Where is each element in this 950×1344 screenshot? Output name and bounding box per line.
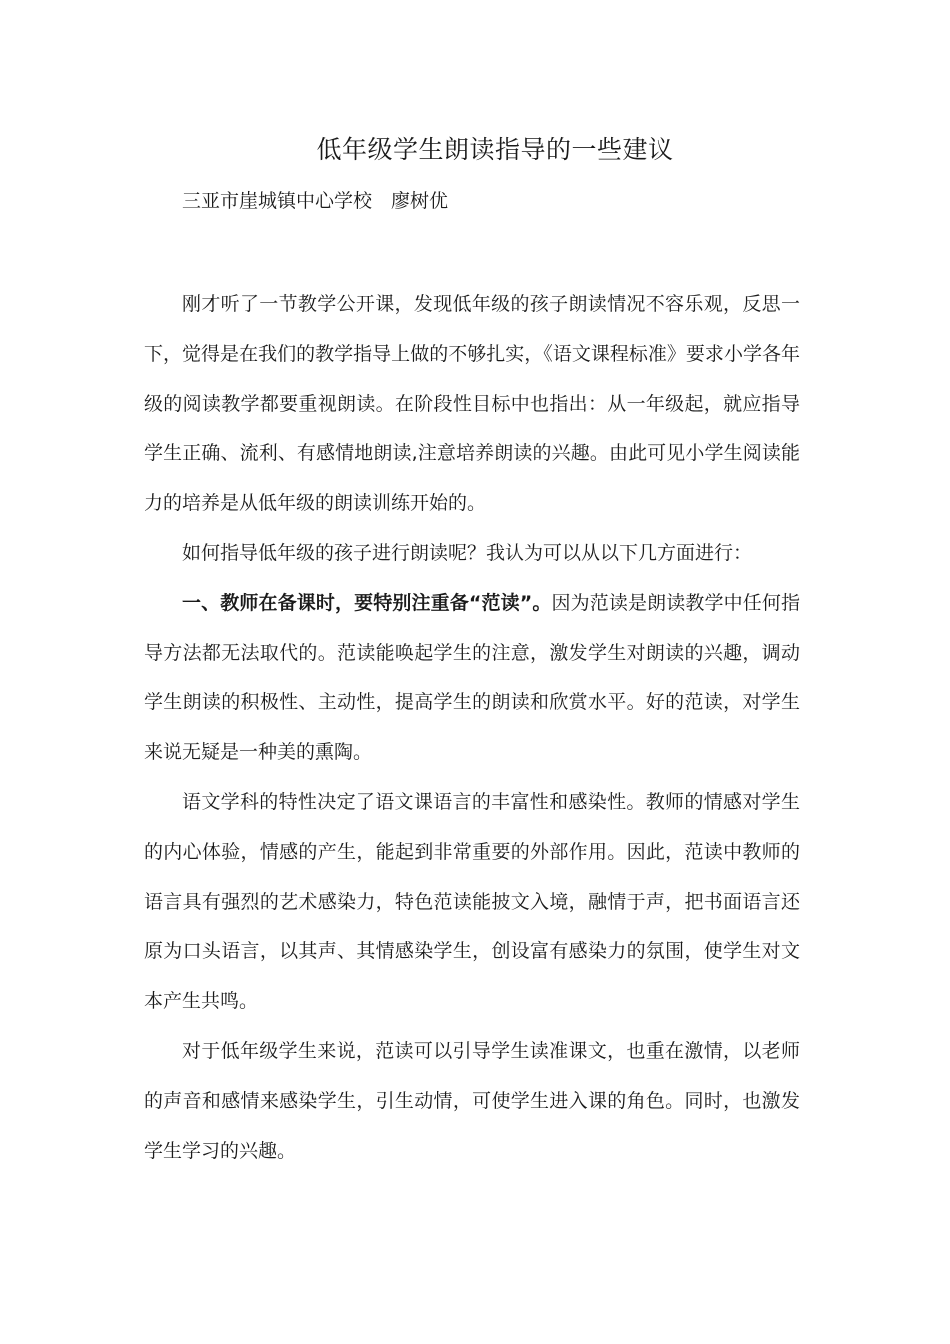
paragraph-question: 如何指导低年级的孩子进行朗读呢？我认为可以从以下几方面进行： [182, 541, 753, 564]
author-byline: 三亚市崖城镇中心学校 廖树优 [182, 190, 449, 212]
paragraph-section-one [144, 579, 800, 778]
section-heading: 一、教师在备课时，要特别注重备“范读”。 [182, 591, 552, 614]
paragraph-low-grade: 对于低年级学生来说，范读可以引导学生读准课文，也重在激情，以老师的声音和感情来感染学生，引生动情，可使学生进入课的角色。同时，也激发学生学习的兴趣。 [144, 1039, 800, 1162]
paragraph-intro: 刚才听了一节教学公开课，发现低年级的孩子朗读情况不容乐观，反思一下，觉得是在我们的教学指导上做的不够扎实，《语文课程标准》要求小学各年级的阅读教学都要重视朗读。在阶段性目标中也指出：从一年级起，就应指导学生正确、流利、有感情地朗读,注意培养朗读的兴趣。由此可见小学生阅读能力的培养是从低年级的朗读训练开始的。 [144, 293, 800, 515]
document-title: 低年级学生朗读指导的一些建议 [316, 135, 674, 164]
section-one-text: 因为范读是朗读教学中任何指导方法都无法取代的。范读能唤起学生的注意，激发学生对朗读的兴趣，调动学生朗读的积极性、主动性，提高学生的朗读和欣赏水平。好的范读，对学生来说无疑是一种美的熏陶。 [144, 591, 800, 764]
document-body [144, 280, 800, 1176]
paragraph-language: 语文学科的特性决定了语文课语言的丰富性和感染性。教师的情感对学生的内心体验，情感的产生，能起到非常重要的外部作用。因此，范读中教师的语言具有强烈的艺术感染力，特色范读能披文入境，融情于声，把书面语言还原为口头语言，以其声、其情感染学生，创设富有感染力的氛围，使学生对文本产生共鸣。 [144, 790, 800, 1013]
